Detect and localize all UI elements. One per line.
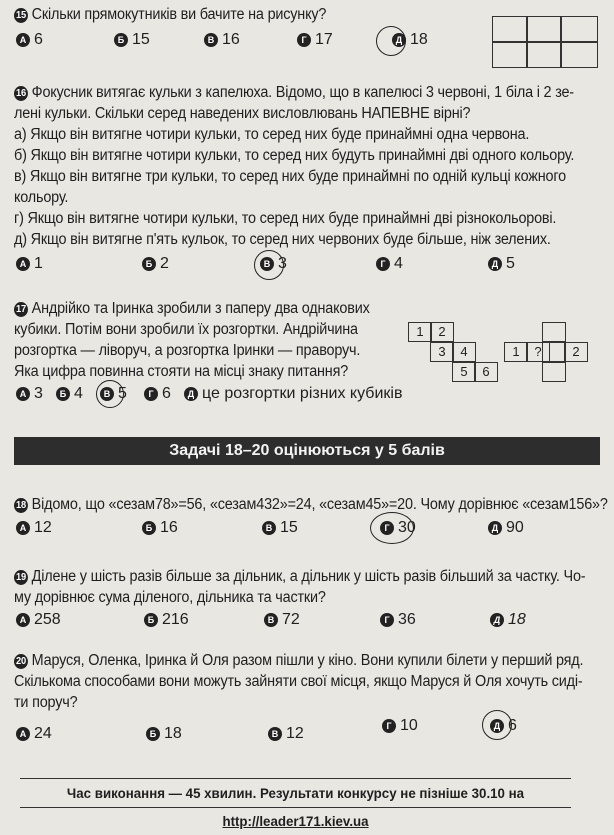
question-18	[14, 494, 608, 536]
question-number: 19	[15, 572, 26, 583]
answer-d[interactable]: Г 10	[382, 716, 418, 736]
net-cell: 4	[452, 342, 476, 362]
answer-e[interactable]: Д 90	[488, 518, 524, 538]
answer-b[interactable]: Б 15	[114, 30, 150, 50]
net-cell: 6	[474, 362, 498, 382]
net-cell: 1	[408, 322, 432, 342]
question-text: Маруся, Оленка, Іринка й Оля разом пішли у кіно. Вони купили білети у перший ряд.	[31, 652, 584, 669]
answer-b[interactable]: Б 18	[146, 724, 182, 744]
net-cell: 3	[430, 342, 454, 362]
answer-c[interactable]: В 16	[204, 30, 240, 50]
answer-e[interactable]: Д 6	[490, 716, 517, 736]
answer-row	[14, 717, 600, 746]
option-b: б) Якщо він витягне чотири кульки, то серед них будуть принаймні дві одного кольору.	[14, 147, 575, 164]
selection-circle	[96, 380, 124, 408]
question-number: 16	[15, 88, 26, 99]
net-cell: 2	[430, 322, 454, 342]
answer-a[interactable]: A 12	[16, 518, 52, 538]
net-cell	[542, 362, 566, 382]
answer-d[interactable]: Г 17	[297, 30, 333, 50]
answer-c[interactable]: В 12	[268, 724, 304, 744]
answer-e[interactable]: Д 5	[488, 254, 515, 274]
answer-d[interactable]: Г 4	[376, 254, 403, 274]
answer-c[interactable]: В 3	[260, 254, 287, 274]
answer-row	[14, 610, 600, 632]
answer-a[interactable]: A 1	[16, 254, 43, 274]
answer-c[interactable]: В 5	[100, 384, 127, 404]
answer-row	[14, 254, 600, 276]
footer-link[interactable]: http://leader171.kiev.ua	[222, 813, 369, 829]
option-a: а) Якщо він витягне чотири кульки, то серед них буде принаймні одна червона.	[14, 126, 530, 143]
footer-text: Час виконання — 45 хвилин. Результати конкурсу не пізніше 30.10 на	[66, 785, 525, 801]
answer-e[interactable]: Д це розгортки різних кубиків	[184, 384, 402, 404]
net-cell: ?	[526, 342, 550, 362]
answer-c[interactable]: В 15	[262, 518, 298, 538]
rectangles-figure	[492, 16, 598, 68]
selection-circle	[482, 710, 512, 740]
question-17: 17 Андрійко та Іринка зробили з паперу два однакових кубики. Потім вони зробили їх розгортки. Андрійчина розгортка — ліворуч, а розгортка Іринки — праворуч. Яка цифра повинна стояти на місці знаку питання? A 3 Б 4 В 5 Г 6 Д це розгортки різних кубиків	[14, 298, 600, 382]
question-16: 16 Фокусник витягає кульки з капелюха. Відомо, що в капелюсі 3 червоні, 1 біла і 2 зе- лені кульки. Скільки серед наведених висловлювань НАПЕВНЕ вірні? а) Якщо він витягне чотири кульки, то серед них буде принаймні одна червона. б) Якщо він витягне чотири кульки, то серед них будуть принаймні дві одного кольору. в) Якщо він витягне три кульки, то серед них буде принаймні по одній кульці кожного кольору. г) Якщо він витягне чотири кульки, то серед них буде принаймні дві різнокольорові. д) Якщо він витягне п'ять кульок, то серед них червоних буде більше, ніж зелених. A 1 Б 2 В 3 Г 4 Д 5	[14, 82, 600, 250]
option-d: г) Якщо він витягне чотири кульки, то серед них буде принаймні дві різнокольорові.	[14, 210, 557, 227]
answer-b[interactable]: Б 216	[144, 610, 189, 630]
answer-c[interactable]: В 72	[264, 610, 300, 630]
answer-b[interactable]: Б 16	[142, 518, 178, 538]
answer-a[interactable]: A 258	[16, 610, 61, 630]
net-cell	[542, 342, 566, 362]
selection-circle	[254, 250, 284, 280]
net-cell: 1	[504, 342, 528, 362]
net-cell: 5	[452, 362, 476, 382]
option-c: в) Якщо він витягне три кульки, то серед них буде принаймні по одній кульці кожного	[14, 168, 566, 185]
question-text: Відомо, що «сезам78»=56, «сезам432»=24, «сезам45»=20. Чому дорівнює «сезам156»?	[31, 496, 608, 513]
answer-a[interactable]: A 24	[16, 724, 52, 744]
question-text: Ділене у шість разів більше за дільник, а дільник у шість разів більший за частку. Чо-	[31, 568, 586, 585]
question-number: 15	[15, 10, 26, 21]
answer-e[interactable]: Д 18	[490, 610, 526, 630]
answer-d[interactable]: Г 6	[144, 384, 171, 404]
answer-b[interactable]: Б 4	[56, 384, 83, 404]
question-number: 20	[15, 656, 26, 667]
answer-row	[14, 518, 600, 540]
answer-b[interactable]: Б 2	[142, 254, 169, 274]
option-e: д) Якщо він витягне п'ять кульок, то серед них червоних буде більше, ніж зелених.	[14, 231, 551, 248]
question-20: 20 Маруся, Оленка, Іринка й Оля разом пішли у кіно. Вони купили білети у перший ряд. Скількома способами вони можуть зайняти свої місця, якщо Маруся й Оля хочуть сиді- ти поруч? A 24 Б 18 В 12 Г 10 Д 6	[14, 650, 600, 713]
question-number: 17	[15, 304, 26, 315]
question-19: 19 Ділене у шість разів більше за дільник, а дільник у шість разів більший за частку. Чо- му дорівнює сума діленого, дільника та частки? A 258 Б 216 В 72 Г 36 Д 18	[14, 566, 600, 608]
net-cell	[542, 322, 566, 342]
answer-d[interactable]: Г 30	[380, 518, 416, 538]
footer-notice	[20, 778, 571, 829]
answer-a[interactable]: A 6	[16, 30, 43, 50]
question-number: 18	[15, 500, 26, 511]
net-cell: 2	[564, 342, 588, 362]
answer-e[interactable]: Д 18	[392, 30, 428, 50]
answer-a[interactable]: A 3	[16, 384, 43, 404]
answer-d[interactable]: Г 36	[380, 610, 416, 630]
section-banner: Задачі 18–20 оцінюються у 5 балів	[14, 437, 600, 465]
question-text: Фокусник витягає кульки з капелюха. Відомо, що в капелюсі 3 червоні, 1 біла і 2 зе-	[31, 84, 574, 101]
question-text: Андрійко та Іринка зробили з паперу два однакових	[31, 300, 370, 317]
selection-circle	[376, 26, 406, 56]
selection-circle	[370, 512, 414, 544]
question-text: Скільки прямокутників ви бачите на рисунку?	[31, 6, 327, 23]
